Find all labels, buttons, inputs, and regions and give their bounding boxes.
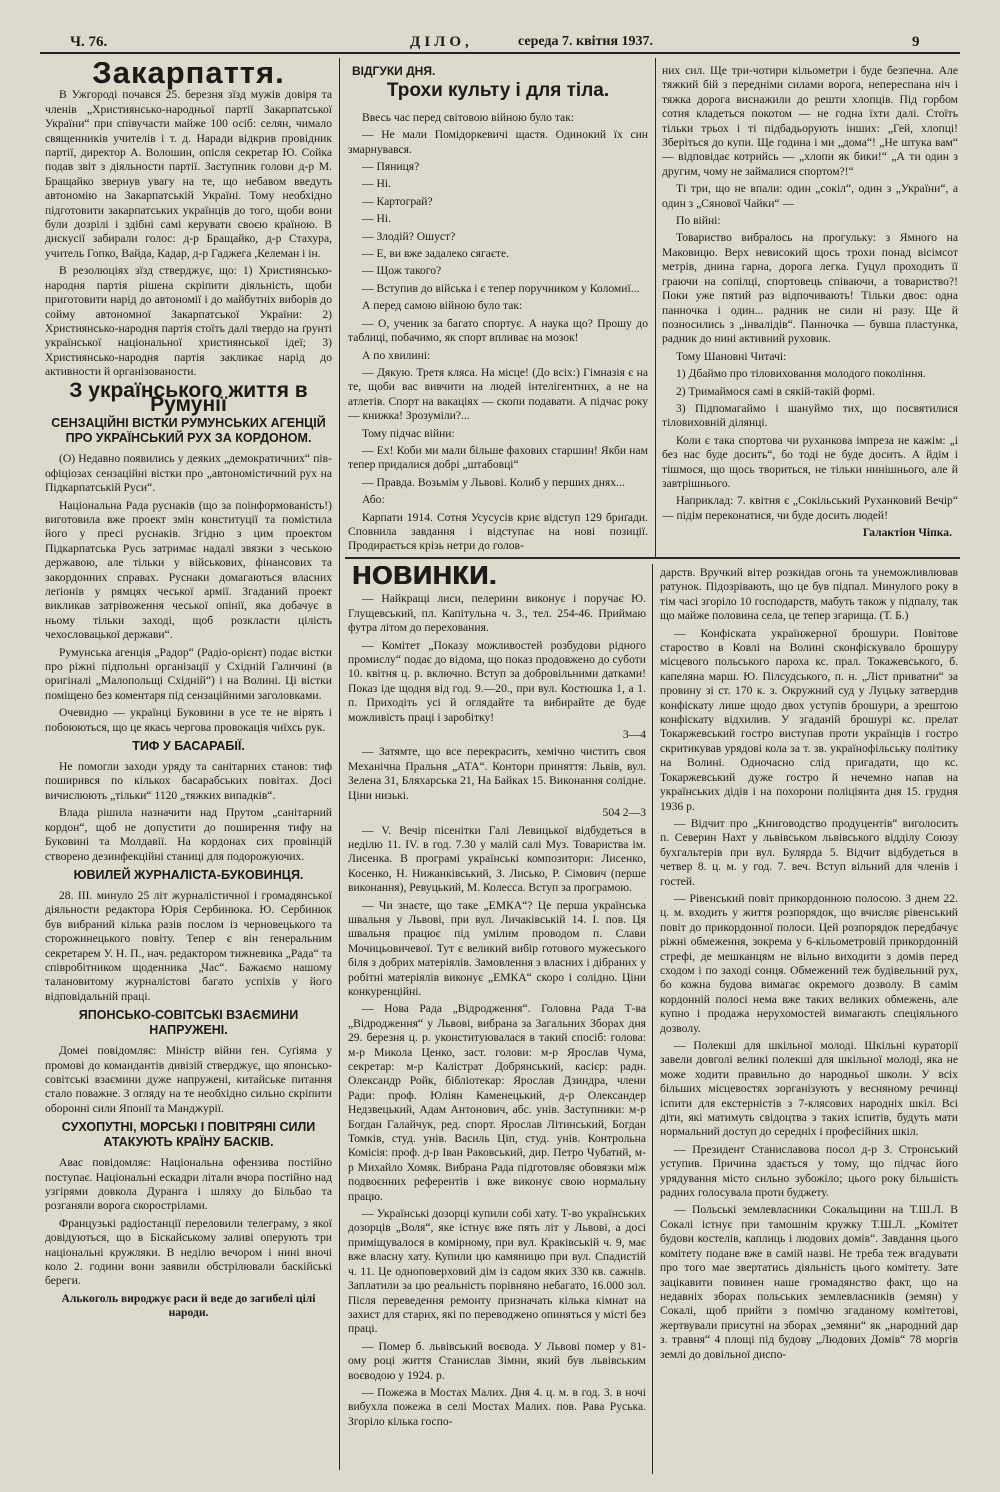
news-item: — Польські землевласники Сокальщини на Т.Ш.Л. В Сокалі істнує при тамошнім кружку Т.Ш.Л. „Комітет будови костелів, каплиць і людових домів“. Завдання цього комітету подане вже в самій назві. Не треба теж вгадувати про того мае звертатись діяльність цього комітету. Зате зацікавити повинен наше громадянство факт, що на недавніх зборах польських землевласників (земян) у Сокалі, щоб прийти з помічю згаданому комітетові, жертвували присутні на зборах „земяни“ як „народний дар з. травня“ 4 площі під будову „Людових Домів“ 78 моргів землі до довільної диспо- xyxy=(660,1203,958,1361)
news-item: — Українські дозорці купили собі хату. Т-во українських дозорців „Воля“, яке істнує вже пять літ у Львові, а досі приміщувалося в комірному, при вул. Краківській ч. 9, має вже власну хату. Купили цю камяницю при вул. Спадистій ч. 11. Це одноповерховий дім із садом яких 330 кв. сажнів. Заплатили за цю реальність порівняно небагато, 16.000 зол. Після переведення ремонту призначать кілька кімнат на захист для старих, які по переводжено опиняться у місті без праці. xyxy=(348,1207,646,1336)
paragraph: А по хвилині: xyxy=(362,348,431,362)
news-item: — Пожежа в Мостах Малих. Дня 4. ц. м. в год. 3. в ночі вибухла пожежа в селі Мостах Малих. пов. Рава Руська. Згоріло кілька госпо- xyxy=(348,1385,646,1428)
footer-slogan: Алькоголь вироджує раси й веде до загибелі цілі народи. xyxy=(61,1291,316,1320)
headline-culture: Трохи культу і для тіла. xyxy=(386,80,610,102)
headline-zakarpattia: Закарпаття. xyxy=(92,62,285,90)
paragraph: 1) Дбаймо про тіловиховання молодого покоління. xyxy=(676,367,926,381)
paragraph: Не помогли заходи уряду та санітарних станов: тиф поширився по кількох басарабських повітах. Досі вичислюють „тільки“ 1120 „тяжких випадків“. xyxy=(45,760,332,802)
news-item: — Президент Станиславова посол д-р З. Стронський уступив. Причина здається у тому, що підчас його урядування місто сильно зубожіло; цього року більшість радних голосувала проти буджету. xyxy=(660,1142,958,1200)
news-item: — V. Вечір пісенітки Галі Левицької відбудеться в неділю 11. IV. в год. 7.30 у малій салі Муз. Товариства ім. Лисенка. В програмі українські композитори: Лисенко, Косенко, Н. Нижанківський, З. Лисько, Р. Сімович (перше виконання), Ревуцький, М. Колесса. Вступ за програмою. xyxy=(348,823,646,895)
section-title-news: НОВИНКИ. xyxy=(352,566,498,590)
column-middle-top xyxy=(348,64,648,556)
headline-japan-soviet: ЯПОНСЬКО-СОВІТСЬКІ ВЗАЄМИНИ НАПРУЖЕНІ. xyxy=(78,1008,299,1038)
paragraph: Тому підчас війни: xyxy=(362,426,455,440)
dialogue-line: — Ні. xyxy=(362,177,391,191)
column-news-left xyxy=(348,566,646,1482)
paragraph: По війні: xyxy=(676,214,721,228)
dialogue-line: — Правда. Возьмім у Львові. Колиб у перших днях... xyxy=(362,475,625,489)
news-item: — Комітет „Показу можливостей розбудови рідного промислу“ подає до відома, що показ продовжено до суботи 10. квітня ц. р. включно. Вступ за добровільними датками! Показ іде щодня від год. 9.—20., при вул. Костюшка 1, а 1. п. Приходіть усі й оглядайте та вибирайте де буде можливість праці і заробітку! xyxy=(348,638,646,724)
news-item: — Відчит про „Книговодство продуцентів“ виголосить п. Северин Нахт у львівськом львівського відділу Союзу бухгальтерів при вул. Булярда 5. Відчит відбудеться в четвер 8. ц. м. у год. 7. веч. Вступ вільний для членів і гостей. xyxy=(660,816,958,888)
issue-date: середа 7. квітня 1937. xyxy=(518,34,654,49)
column-rule xyxy=(339,58,340,1470)
paragraph: Влада рішила назначити над Прутом „санітарний кордон“, щоб не допустити до поширення тифу на Буковині та Молдавії. На кордонах сих провінцій створено дезинфекційні станиці для подорожуючих. xyxy=(45,806,332,863)
ad-code: 3—4 xyxy=(622,728,646,742)
page-number: 9 xyxy=(912,34,920,50)
dialogue-line: — Щож такого? xyxy=(362,264,442,278)
dialogue-line: — Злодій? Ошуст? xyxy=(362,229,456,243)
paragraph: Ввесь час перед світовою війною було так: xyxy=(362,110,575,124)
paragraph: Карпати 1914. Сотня Усусусів криє відступ 129 бриґади. Сповнила завдання і відступає на нові позиції. Продирається крізь нетри до голов- xyxy=(348,510,648,553)
news-item: — Нова Рада „Відродження“. Головна Рада Т-ва „Відродження“ у Львові, вибрана за Загальних Зборах дня 29. березня ц. р. уконституювалася в такий спосіб: голова: м-р Микола Ценко, заст. голови: м-р Ярослав Чума, секретар: м-р Калістрат Добрянський, касієр: радн. Олександр Ройк, бібліотекар: Ярослав Дзиндра, члени Ради: проф. Юліян Каменецький, д-р Олександер Недзвецький, Адам Антонович, абс. унів. Заступники: м-р Богдан Галайчук, ред. спорт. Ярослав Літинський, Богдан Томків, студ. унів. Василь Ціп, студ. унів. Контрольна Комісія: проф. д-р Іван Раковський, дир. Петро Чубатий, м-р Михайло Хомяк. Вибрана Рада підготовляє обовязки між подвоєнних референтів і вже виконує свою нормальну працю. xyxy=(348,1002,646,1203)
paragraph: Ті три, що не впали: один „сокіл“, один з „України“, а один з „Сянової Чайки“ — xyxy=(662,182,958,210)
news-item: — Рівенський повіт прикордонною полосою. З днем 22. ц. м. входить у життя розпорядок, що вчисляє рівенський повіт до прикордонної полоси. Цей розпорядок передбачує ріжні обмеження, зокрема у 6-кільометровій прикордонній стрефі, де мешканцям не вільно виходити з домів перед сходом і по заході сонця. Обмежений теж будівельний рух, бо кожна будова вимагає окремого дозволу. В самім кордонній полосі нема вже таких великих обмежень, але купно і продажа нерухомостей вимагають спеціяльного дозволу. xyxy=(660,891,958,1035)
paragraph: Домеі повідомляє: Міністр війни ґен. Суґіяма у промові до командантів дивізій стверджує, що японсько-совітські взаємини дуже напружені, китайське питання стало поважне. З огляду на те необхідно сильно скріпити оборонні сили Японії та Манджурії. xyxy=(45,1044,332,1115)
dialogue-line: — Ех! Коби ми мали більше фахових старшин! Якби нам тепер придалися добрі „штабовці“ xyxy=(348,443,648,472)
news-item: — Затямте, що все перекрасить, хемічно чистить своя Механічна Пральня „АТА“. Контори приняття: Львів, вул. Зелена 31, Бляхарська 21, На Байках 15. Виконання солідне. Ціни низькі. xyxy=(348,745,646,802)
column-left xyxy=(45,62,332,1482)
headline-rumania: З українського життя в Румунії xyxy=(69,378,308,416)
subheadline-rumania: СЕНЗАЦІЙНІ ВІСТКИ РУМУНСЬКИХ АГЕНЦІЙ ПРО УКРАЇНСЬКИЙ РУХ ЗА КОРДОНОМ. xyxy=(51,416,326,446)
paragraph: В резолюціях зїзд стверджує, що: 1) Християнсько-народня партія рішена скріпити діяльність, щоби приготовити нарід до автономії і до майбутніх виборів до сойму автономної Закарпатської України: 2) Християнсько-народня партія стоїть далі твердо на ґрунті української національної християнської ідеї; 3) Християнсько-народня партія закликає нарід до активности й організованости. xyxy=(45,264,332,379)
dialogue-line: — Картограй? xyxy=(362,194,433,208)
paragraph: Національна Рада руснаків (що за поінформованість!) виготовила вже проект змін конституції та помістила його у пресі руснаків. Згідно з цим проектом Підкарпатська Русь затримає надалі звязки з чеською державою, але тільки у військових, фінансових та закордонних справах. Руснаки домагаються власних леґіонів у рямцях чеської армії. Згаданий проект викликав затрівоження чеської опінії, яка добачує в ньому тільки заході, щоб розкласти цілість чехословацької держави“. xyxy=(45,498,332,642)
author-signature: Галактіон Чіпка. xyxy=(862,526,952,540)
dialogue-line: — Пяниця? xyxy=(362,160,420,174)
news-item: — Чи знаєте, що таке „ЕМКА“? Це перша українська швальня у Львові, при вул. Личаківській 14. І. пов. Ця швальня працює під умілим проводом п. Слави Мочицьовичевої. Тут є великий вибір готового мужеського біля з добрих матеріялів. Замовлення з власних і дібраних у робітні матеріялів виконує „ЕМКА“ скоро і солідно. Ціни конкуренційні. xyxy=(348,898,646,998)
dialogue-line: — Е, ви вже задалеко сягаєте. xyxy=(362,247,509,261)
masthead xyxy=(40,32,960,54)
column-rule xyxy=(652,564,653,1474)
paragraph: (О) Недавно появились у деяких „демократичних“ пів-офіціозах сензаційні вістки про „автономістичний рух на Підкарпатській Руси“. xyxy=(45,452,332,495)
column-news-right xyxy=(660,566,958,1482)
section-kicker: ВІДГУКИ ДНЯ. xyxy=(352,64,436,78)
paragraph: Тому Шановні Читачі: xyxy=(676,349,787,363)
paragraph: Коли є така спортова чи руханкова імпреза не кажім: „і без нас буде досить“, бо тоді не буде досить. А йдім і тішмося, що щось твориться, не тільки нинішнього, але й завтрішнього. xyxy=(662,433,958,490)
news-item: дарств. Вручкий вітер розкидав огонь та унеможливлював ратунок. Підозрівають, що це був підпал. Минулого року в тім часі згоріло 10 господарств, мабуть також у підпалу, так що майже половина села, це тепер згарища. (Т. Б.) xyxy=(660,566,958,623)
paragraph: них сил. Ще три-чотири кільометри і буде безпечна. Але тяжкий бій з передніми силами ворога, непереспана ніч і тяжка дорога виснажили до решти хлопців. Під горбом сотня кладеться покотом — не годна їхти далі. Стоїть тільки трьох і ті підбадьорують інших: „Гей, хлопці! Зберіться до купи. Ще година і ми „дома“! „Не штука вам“ — відповідає котрийсь — „хлопи як бики!“ „А ти один з другим, чому не займалися спортом?!“ xyxy=(662,64,958,178)
paragraph: А перед самою війною було так: xyxy=(362,299,523,313)
ad-code: 504 2—3 xyxy=(602,806,646,820)
paragraph: 3) Підпомагаймо і шануймо тих, що посвятилися тіловиховній ділянці. xyxy=(662,401,958,430)
paragraph: 28. III. минуло 25 літ журналістичної і громадянської діяльности редактора Юрія Сербинюка. Ю. Сербинюк був вибраний кілька разів послом із черновецького та сторожинецького повіту. Тепер є він ґенеральним секретарем У. Н. П., нач. редактором тижневика „Рада“ та співробітником щоденника „Час“. Бажаємо нашому талановитому журналістові багато успіхів у його відповідальній праці. xyxy=(45,888,332,1003)
headline-basques: СУХОПУТНІ, МОРСЬКІ І ПОВІТРЯНІ СИЛИ АТАКУЮТЬ КРАЇНУ БАСКІВ. xyxy=(61,1120,316,1150)
paragraph: Наприклад: 7. квітня є „Сокільський Руханковий Вечір“ — підім переконатися, чи буде досить людей! xyxy=(662,494,958,522)
paragraph: 2) Тримаймося самі в сякій-такій формі. xyxy=(676,384,875,398)
news-item: — Найкращі лиси, пелерини виконує і поручає Ю. Глущевський, пл. Капітульна ч. 3., тел. 254-46. Приймаю футра літом до перехования. xyxy=(348,592,646,635)
paragraph: Авас повідомляє: Національна офензива постійно поступає. Національні ескадри літали вчора постійно над узгірями довкола Дуранга і шляху до Більбао та розганяли ворога скорострілами. xyxy=(45,1156,332,1213)
issue-number: Ч. 76. xyxy=(70,34,108,50)
news-item: — Конфіската українжерної брошури. Повітове староство в Ковлі на Волині сконфіскувало брошуру місцевого польського пароха кс. прал. Токажевського, б. капеляна марш. Ю. Пілсудського, п. н. „Ліст приватни“ за провину зі ст. 170 к. з. Окружний суд у Луцьку затвердив конфіскату лише щодо двох уступів брошури, а зрештою конфіскату відхилив. У згаданій брошурі кс. прелат Токаржевський гостро виступав проти українців і гостро скритикував урядові кола за т. зв. українофільську політику на Волині. Одночасно слід пригадати, що кс. Токаржевський дуже гостро й нечемно напав на українських дідів і на похорони поліціянта дня 15. грудня 1936 р. xyxy=(660,626,958,813)
column-rule xyxy=(655,58,656,558)
news-item: — Полекші для шкільної молоді. Шкільні кураторії завели довголі великі полекші для шкільної молоді, яка не може ходити правильно до народньої школи. У всіх більших місцевостях зорганізують у весняному речинці іспити для екстерністів з 7-клясових народніх шкіл. Всі діти, які матимуть свідоцтва з таких іспитів, будуть мати нормальний доступ до середніх і професійних шкіл. xyxy=(660,1039,958,1139)
paragraph: Або: xyxy=(362,493,385,507)
paragraph: Очевидно — українці Буковини в усе те не вірять і побоюються, що це якась чергова провокація чиїхсь рук. xyxy=(45,706,332,734)
news-item: — Помер б. львівський воєвода. У Львові помер у 81-ому році життя Станислав Зімни, який був львівським воєводою у 1924. р. xyxy=(348,1339,646,1382)
dialogue-line: — Ні. xyxy=(362,212,391,226)
headline-jubilee: ЮВИЛЕЙ ЖУРНАЛІСТА-БУКОВИНЦЯ. xyxy=(73,867,304,882)
paragraph: Товариство вибралось на прогульку: з Ямного на Маковицю. Верх невисокий щось трохи понад вісімсот метрів, днина гарна, дорога легка. Гуцул проходить її граючи на сопілці, спортовець співаючи, а товариство?! Поки уже пятий раз відпочивають! Тільки двоє: одна панночка і один... радник не сили ні разу. Ще й позносились з „інвалідів“. Панночка — бувша пластунка, радник до нині активний руховик. xyxy=(662,231,958,346)
headline-typhus: ТИФ У БАСАРАБІЇ. xyxy=(132,739,245,754)
dialogue-line: — Вступив до війська і є тепер поручником у Коломиї... xyxy=(362,281,640,295)
section-rule xyxy=(345,557,960,559)
paragraph: Румунська агенція „Радор“ (Радіо-орієнт) подає вістки про ріжні підпольні організації у Східній Галичині (в оригіналі „Малопольщі Східній“) і на Волині. Ці вістки поміщено без коментаря під сензаційними заголовками. xyxy=(45,645,332,702)
column-right-top xyxy=(662,64,958,556)
dialogue-line: — О, ученик за багато спортує. А наука що? Прошу до таблиці, побачимо, як спорт впливає на мозок! xyxy=(348,316,648,345)
paragraph: Французькі радіостанції переловили телеграму, з якої довідуються, що в Біскайському заливі оперують три національні кружляки. В неділю вечором і нині вночі коло 2. години вони заявили обстрілювали баскійські береги. xyxy=(45,1216,332,1288)
dialogue-line: — Дякую. Третя кляса. На місце! (До всіх:) Гімназія є на те, щоби вас вивчити на людей інтелігентних, а не на атлетів. Спорт на вакаціях — скопи подавати. А підчас року — книжка! Зрозуміли?... xyxy=(348,365,648,423)
dialogue-line: — Не мали Помідоркевичі щастя. Одинокий їх син змарнувався. xyxy=(348,128,648,156)
paragraph: В Ужгороді почався 25. березня зїзд мужів довіря та членів „Християнсько-народньої партії Закарпатської України“ при співучасти майже 100 осіб: селян, чимало священників учителів і т. д. Наради відкрив провідник партії, директор А. Волошин, опісля секретар Ю. Сойка подав звіт з діяльности партії. Заступник голови д-р М. Бращайко звернув увагу на те, що небавом введуть автономію на Закарпатській Україні. Тому необхідно підготовити закарпатських українців до того, щоби вони були дозрілі і здібні самі керувати своєю країною. В дискусії забирали голос: д-р Бращайко, д-р Стахура, учитель Гопко, Вайда, Кадар, д-р Гаджега ,Келеман і ін. xyxy=(45,88,332,260)
newspaper-title: ДІЛО, xyxy=(410,34,473,50)
